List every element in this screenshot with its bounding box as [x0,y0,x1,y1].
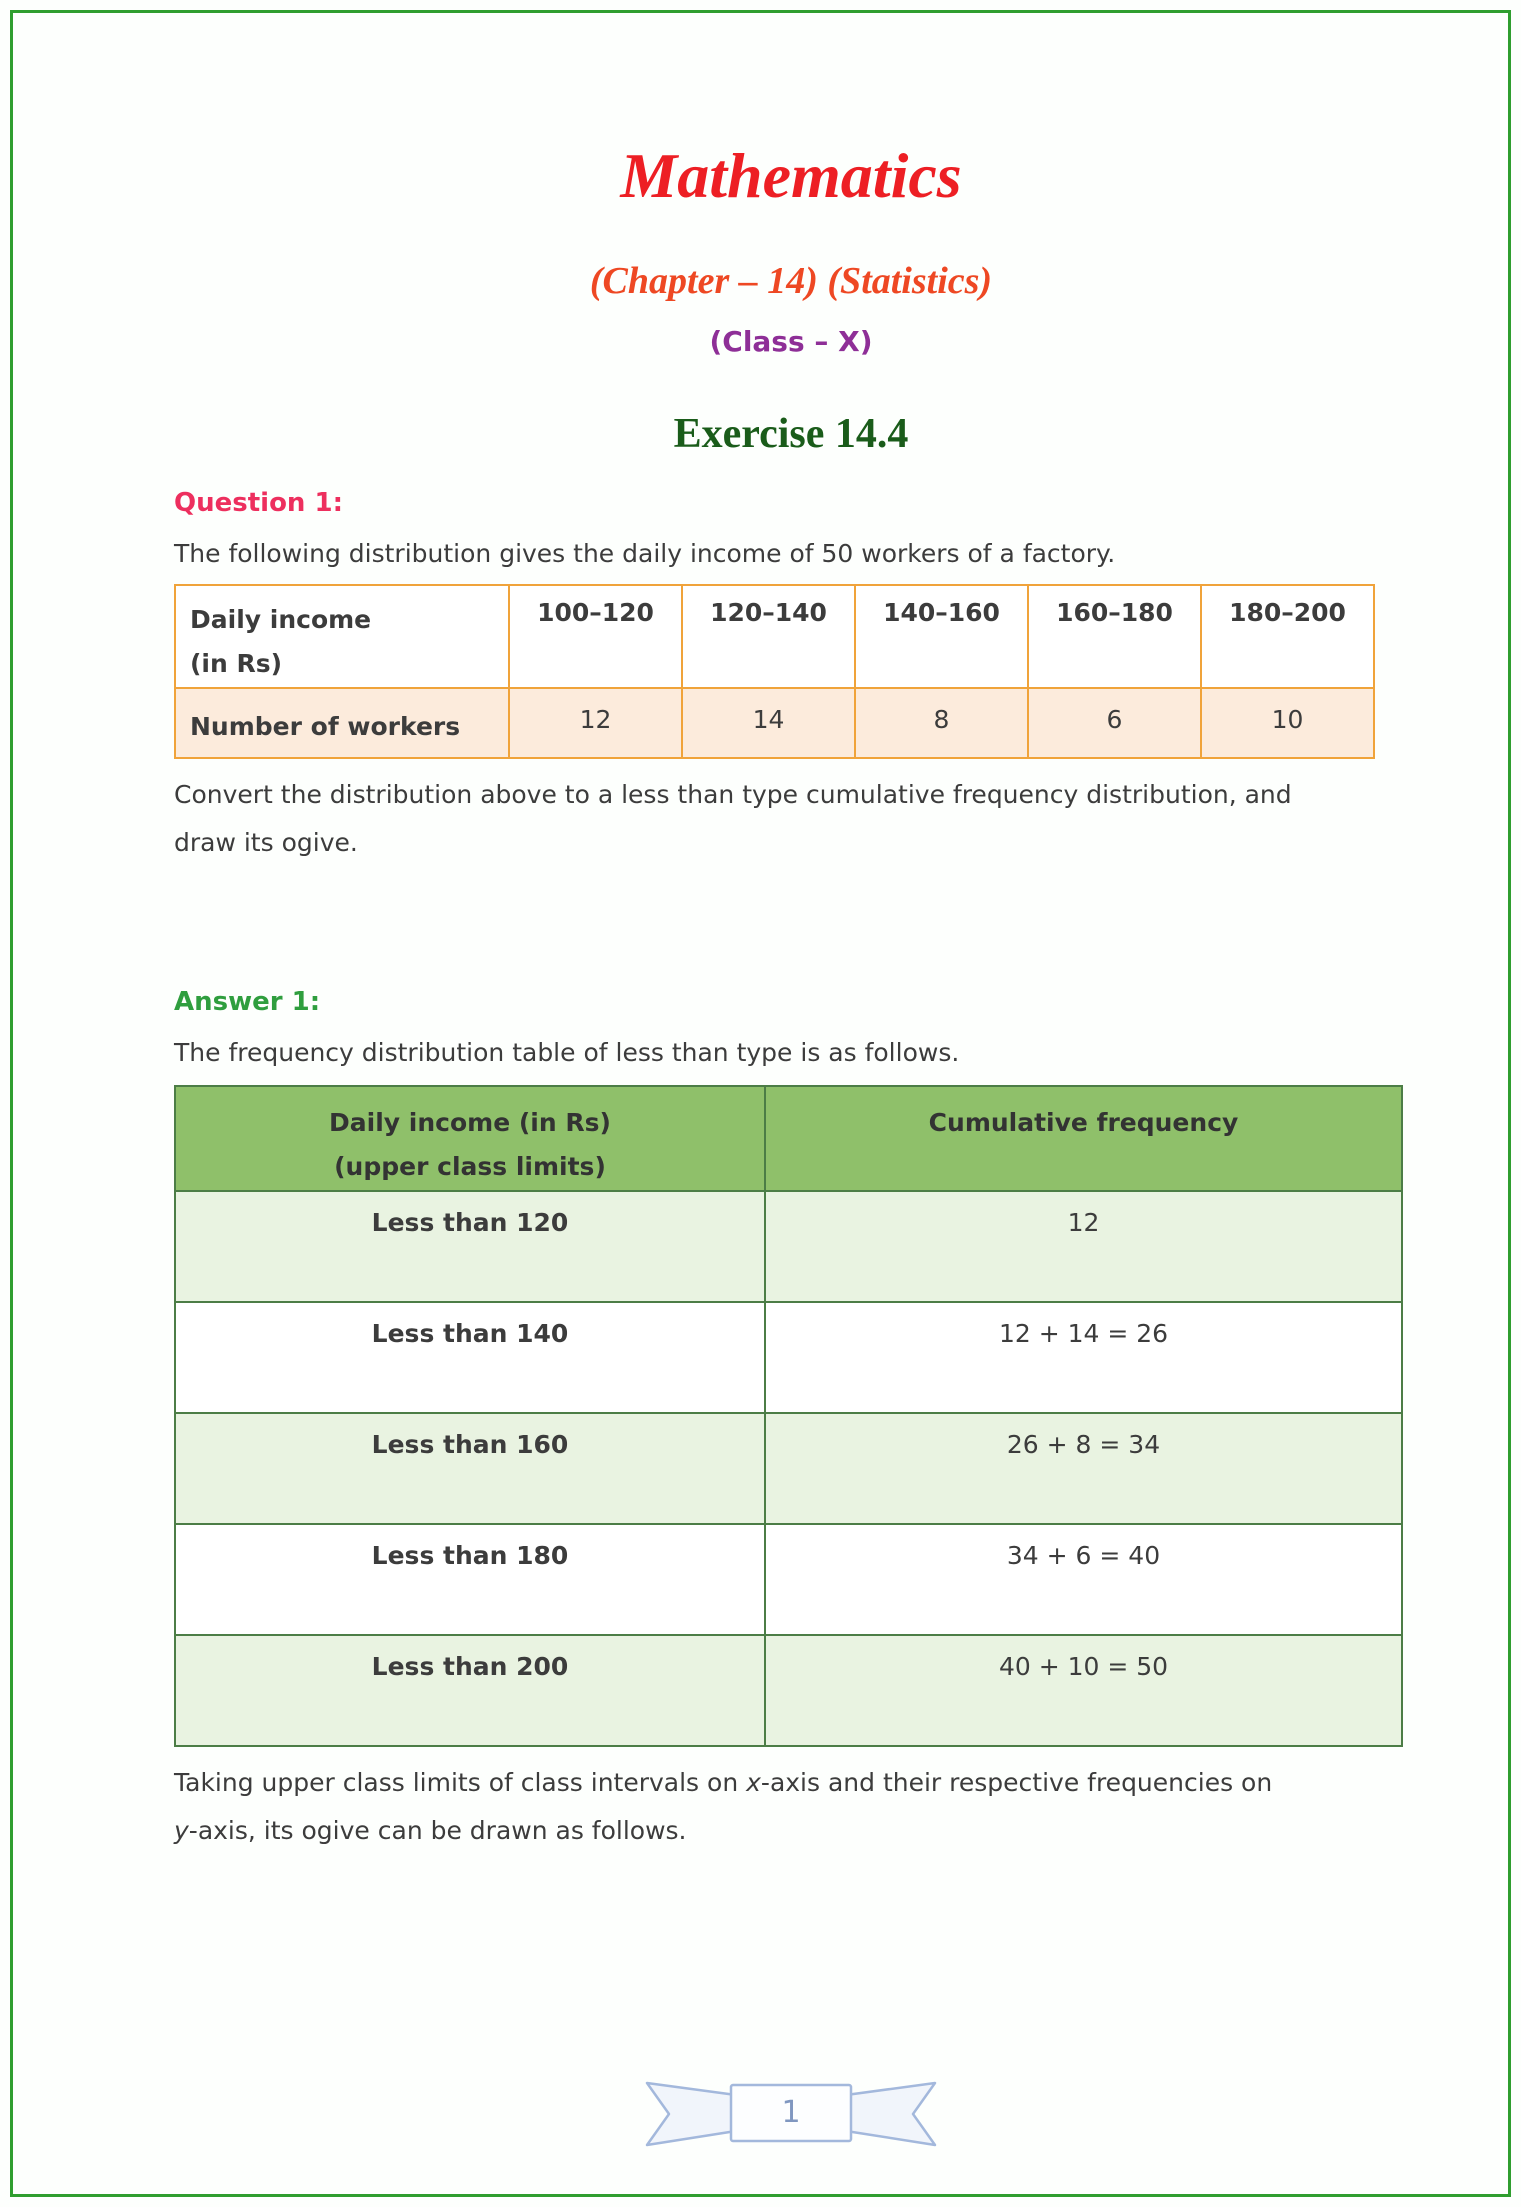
cumulative-frequency-cell: 34 + 6 = 40 [765,1524,1402,1635]
limit-cell: Less than 160 [175,1413,765,1524]
cumulative-frequency-table [174,1085,1403,1747]
class-line: (Class – X) [709,325,873,359]
table-row [175,688,1374,758]
chapter-subtitle: (Chapter – 14) (Statistics) [589,260,993,303]
y-axis-variable: y [174,1816,189,1846]
question-outro-line2: draw its ogive. [174,828,358,858]
daily-income-line2: (in Rs) [190,649,283,679]
cumulative-frequency-cell: 12 [765,1191,1402,1302]
workers-value-cell: 6 [1028,688,1201,758]
answer-label: Answer 1: [174,987,321,1018]
table-row [175,1191,1402,1302]
answer-outro-part2: -axis and their respective frequencies on [760,1768,1273,1798]
limit-cell: Less than 180 [175,1524,765,1635]
answer-outro-part1: Taking upper class limits of class intervals on [174,1768,747,1798]
cumulative-frequency-header-cell: Cumulative frequency [765,1086,1402,1191]
question-outro [174,771,1408,867]
income-distribution-table [174,584,1375,759]
cumulative-frequency-cell: 12 + 14 = 26 [765,1302,1402,1413]
upper-limits-header-line1: Daily income (in Rs) [329,1108,611,1138]
table-row [175,585,1374,688]
limit-cell: Less than 140 [175,1302,765,1413]
workers-value-cell: 12 [509,688,682,758]
interval-cell: 160–180 [1028,585,1201,688]
question-outro-line1: Convert the distribution above to a less than type cumulative frequency distribution, and [174,780,1292,810]
upper-limits-header-line2: (upper class limits) [334,1152,606,1182]
interval-cell: 100–120 [509,585,682,688]
question-label: Question 1: [174,488,343,519]
doc-title: Mathematics [620,140,962,211]
cumulative-frequency-cell: 26 + 8 = 34 [765,1413,1402,1524]
daily-income-header-cell [175,585,509,688]
question-intro: The following distribution gives the daily income of 50 workers of a factory. [174,539,1116,569]
limit-cell: Less than 120 [175,1191,765,1302]
answer-intro: The frequency distribution table of less than type is as follows. [174,1038,960,1068]
answer-outro-part3: -axis, its ogive can be drawn as follows. [188,1816,687,1846]
table-header-row [175,1086,1402,1191]
exercise-title: Exercise 14.4 [673,411,909,458]
table-row [175,1524,1402,1635]
workers-header-cell: Number of workers [175,688,509,758]
workers-value-cell: 8 [855,688,1028,758]
cumulative-frequency-cell: 40 + 10 = 50 [765,1635,1402,1746]
daily-income-line1: Daily income [190,605,372,635]
page-number: 1 [781,2094,801,2130]
table-row [175,1635,1402,1746]
interval-cell: 180–200 [1201,585,1374,688]
page-border-frame [10,10,1511,2197]
workers-value-cell: 14 [682,688,855,758]
workers-value-cell: 10 [1201,688,1374,758]
table-row [175,1302,1402,1413]
table-row [175,1413,1402,1524]
limit-cell: Less than 200 [175,1635,765,1746]
page-number-ribbon [641,2067,941,2157]
answer-outro [174,1759,1408,1855]
upper-class-limits-header-cell [175,1086,765,1191]
interval-cell: 120–140 [682,585,855,688]
interval-cell: 140–160 [855,585,1028,688]
x-axis-variable: x [746,1768,761,1798]
